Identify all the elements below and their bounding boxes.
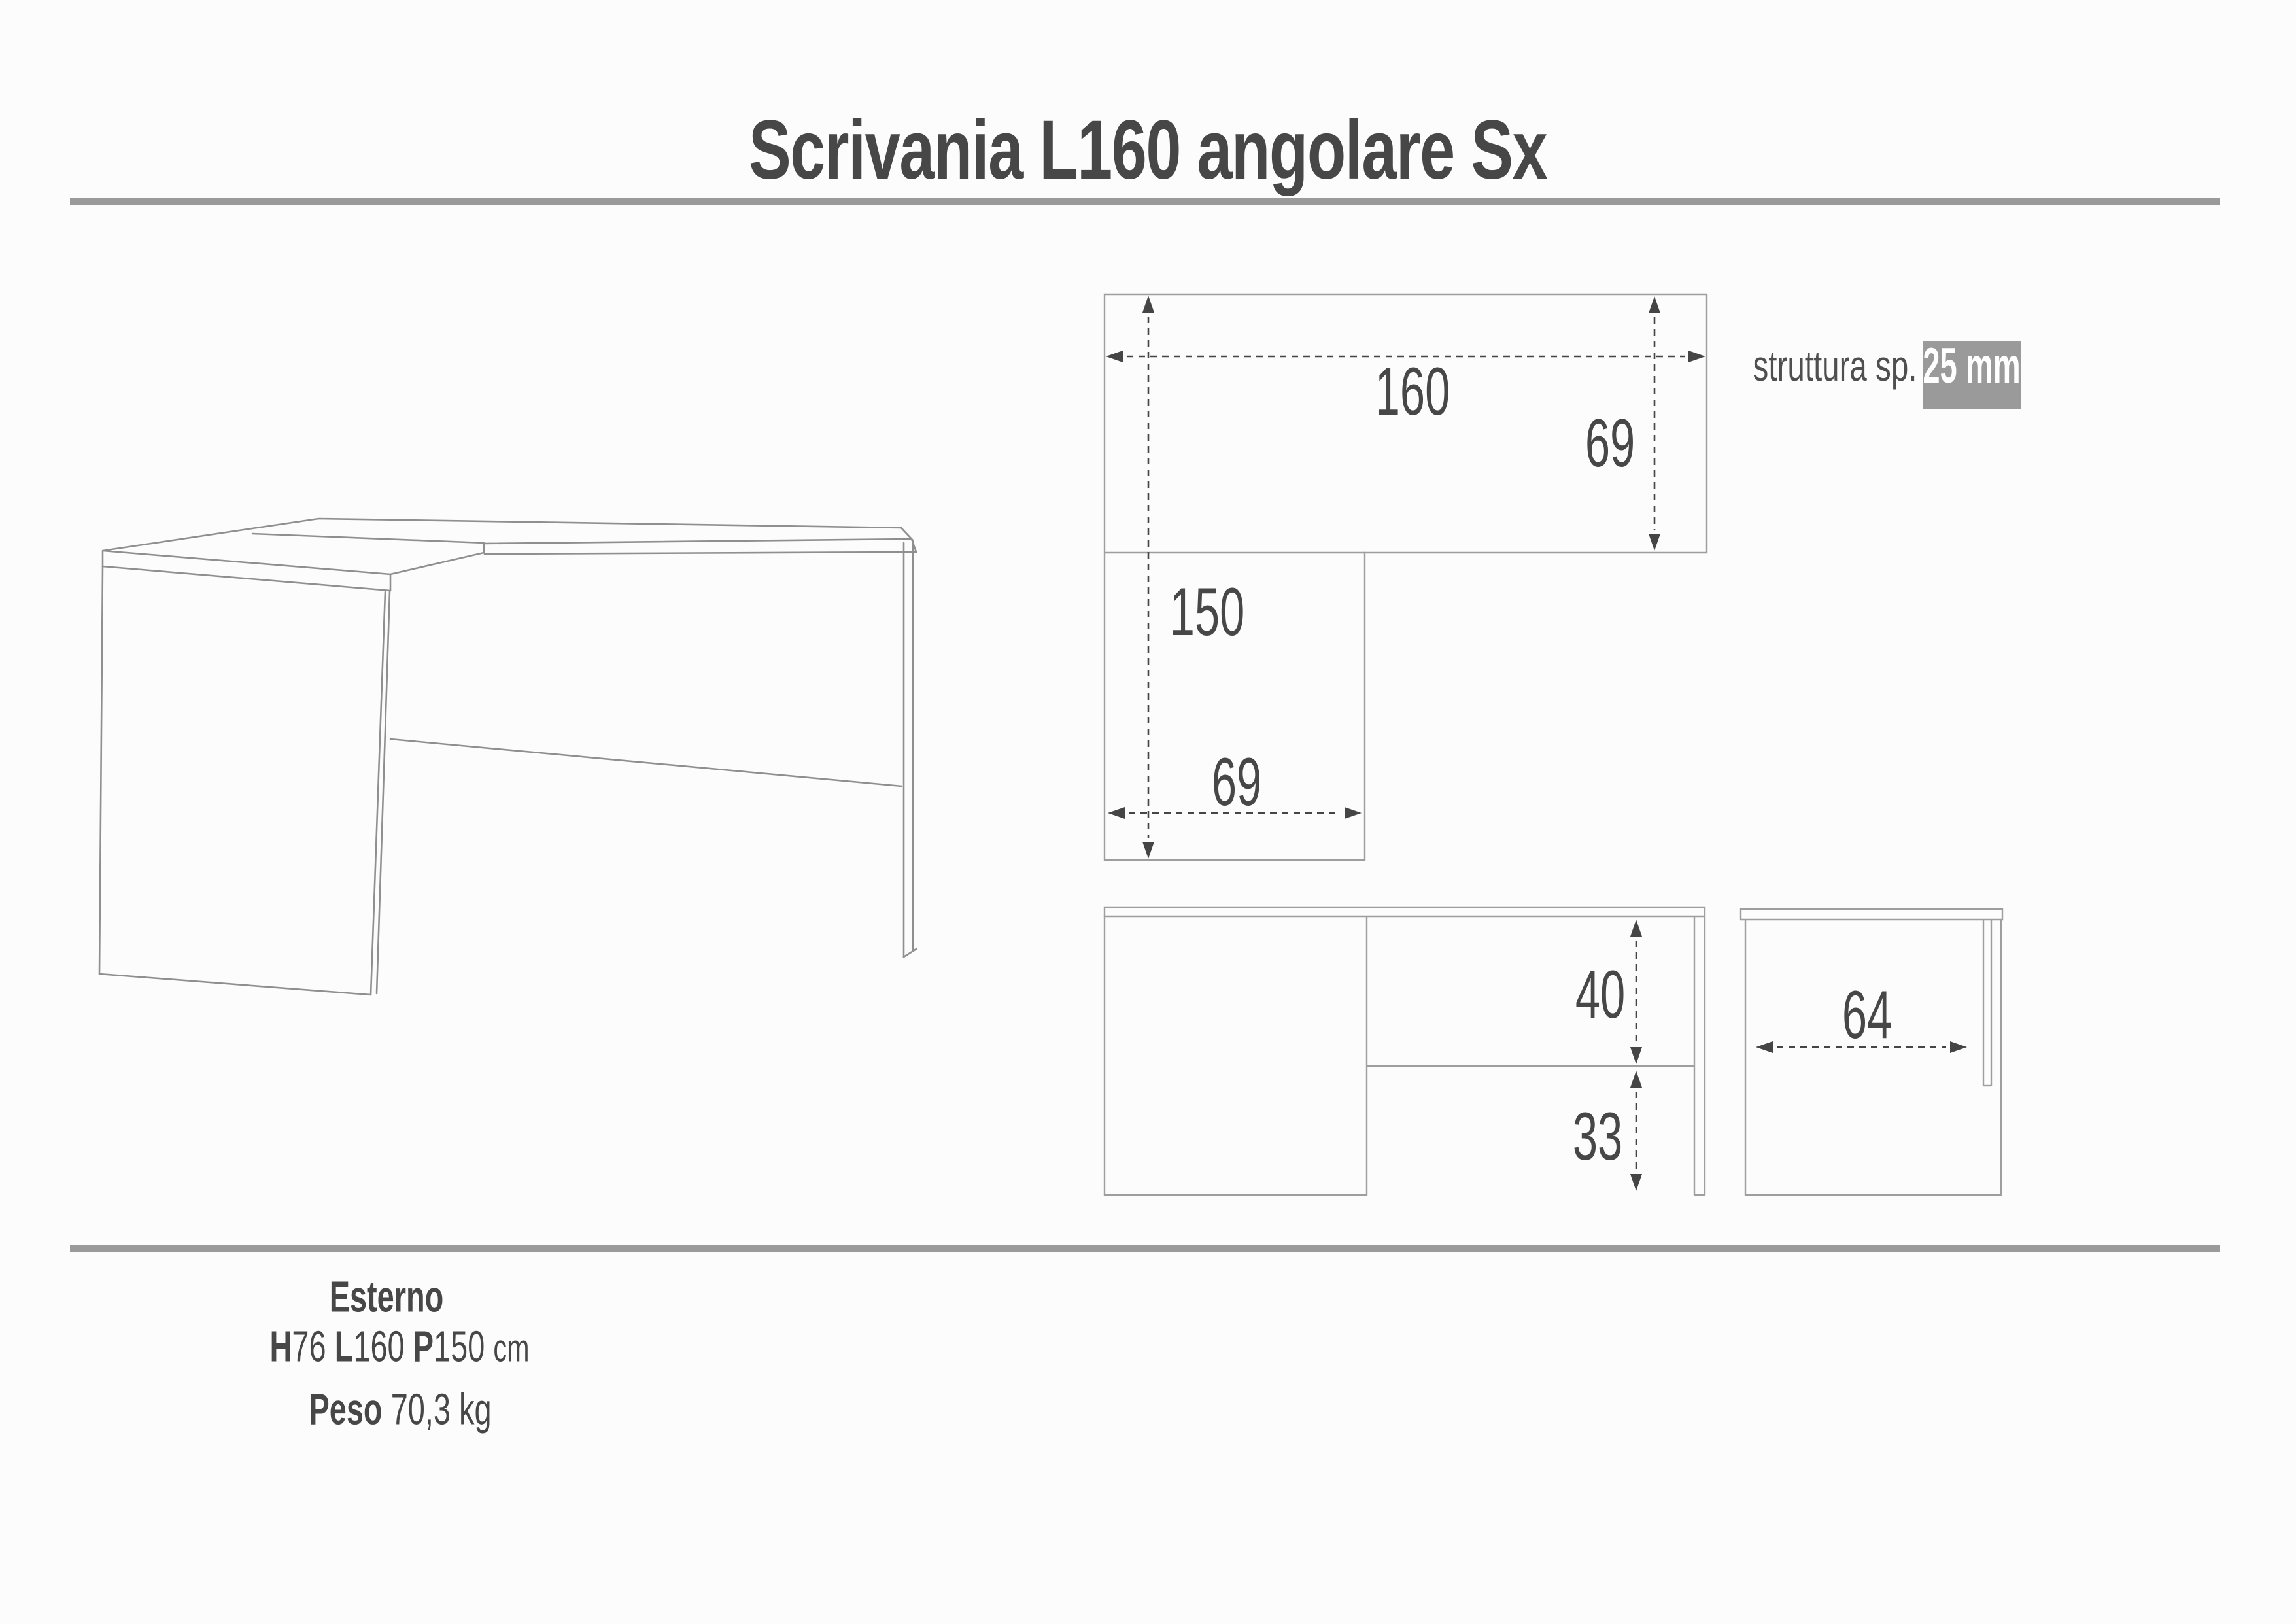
specs-weight-line	[309, 1385, 492, 1434]
spec-height-label: H	[269, 1322, 292, 1372]
spec-unit: cm	[493, 1327, 530, 1370]
spec-depth-value: 150	[434, 1322, 485, 1372]
page-title: Scrivania L160 angolare Sx	[748, 103, 1547, 197]
spec-width-label: L	[334, 1322, 354, 1372]
spec-height-value: 76	[292, 1322, 326, 1372]
specs-heading: Esterno	[329, 1272, 444, 1322]
structure-note-label: struttura sp.	[1753, 341, 1917, 390]
dim-opening-height: 40	[1575, 957, 1626, 1033]
structure-thickness-badge	[1923, 338, 2021, 409]
spec-width-value: 160	[353, 1322, 405, 1372]
dimension-arrows	[1127, 317, 1946, 1175]
structure-thickness-value: 25 mm	[1923, 338, 2021, 394]
dim-top-width: 160	[1375, 354, 1450, 430]
dim-top-depth: 69	[1585, 406, 1636, 481]
spec-weight-value: 70,3 kg	[390, 1385, 492, 1434]
dim-under-height: 33	[1572, 1099, 1623, 1175]
dim-side-clear-depth: 64	[1842, 977, 1893, 1053]
desk-3d-drawing	[99, 519, 916, 995]
dim-return-depth: 150	[1169, 574, 1245, 650]
spec-depth-label: P	[413, 1322, 434, 1372]
specs-dimensions-line	[269, 1322, 530, 1372]
dimension-arrowheads	[1106, 296, 1967, 1191]
spec-weight-label: Peso	[309, 1385, 383, 1434]
dim-return-width: 69	[1211, 744, 1262, 820]
